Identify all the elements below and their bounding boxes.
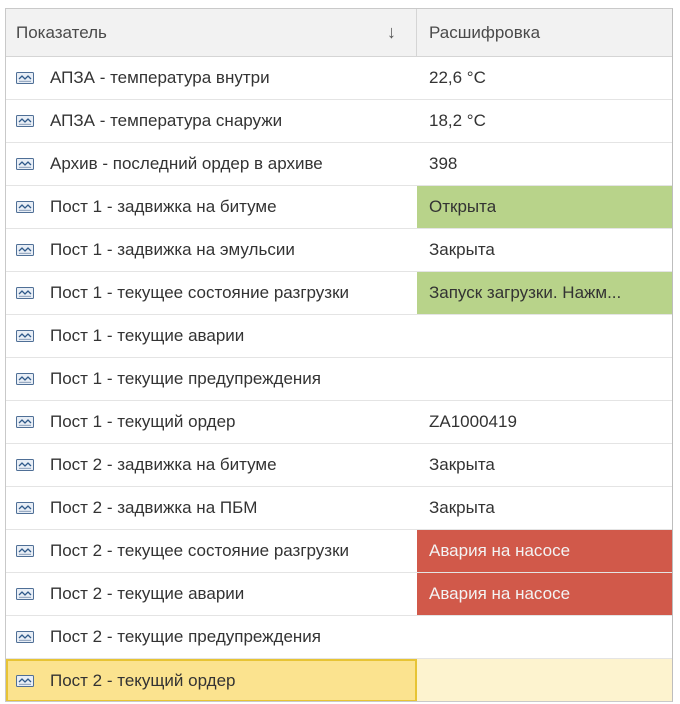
indicator-name: Пост 1 - текущие предупреждения bbox=[50, 369, 322, 388]
indicator-name: Пост 1 - текущее состояние разгрузки bbox=[50, 283, 350, 302]
sort-arrow-icon[interactable]: ↓ bbox=[387, 22, 396, 42]
indicator-cell[interactable] bbox=[6, 487, 417, 529]
column-header-description[interactable] bbox=[417, 9, 672, 56]
description-cell[interactable] bbox=[417, 444, 672, 486]
indicator-cell[interactable] bbox=[6, 186, 417, 228]
indicator-name: Пост 1 - задвижка на эмульсии bbox=[50, 240, 295, 259]
table-header bbox=[6, 9, 672, 57]
table-row[interactable] bbox=[6, 530, 672, 573]
indicator-cell[interactable] bbox=[6, 401, 417, 443]
column-header-indicator-label: Показатель bbox=[16, 22, 107, 42]
description-cell[interactable] bbox=[417, 616, 672, 658]
sensor-icon bbox=[16, 588, 34, 600]
sensor-icon bbox=[16, 545, 34, 557]
sensor-icon bbox=[16, 459, 34, 471]
sensor-icon bbox=[16, 244, 34, 256]
indicator-value: Закрыта bbox=[429, 455, 495, 474]
indicator-value: ZA1000419 bbox=[429, 412, 517, 431]
table-row[interactable] bbox=[6, 100, 672, 143]
indicator-name: Пост 2 - текущие аварии bbox=[50, 584, 245, 603]
indicator-cell[interactable] bbox=[6, 272, 417, 314]
description-cell[interactable] bbox=[417, 57, 672, 99]
column-header-description-label: Расшифровка bbox=[429, 22, 541, 42]
table-row[interactable] bbox=[6, 143, 672, 186]
indicator-name: Пост 2 - задвижка на битуме bbox=[50, 455, 277, 474]
table-row[interactable] bbox=[6, 358, 672, 401]
sensor-icon bbox=[16, 115, 34, 127]
description-cell[interactable] bbox=[417, 401, 672, 443]
description-cell[interactable] bbox=[417, 272, 672, 314]
sensor-icon bbox=[16, 631, 34, 643]
description-cell[interactable] bbox=[417, 229, 672, 271]
indicator-name: Пост 2 - текущее состояние разгрузки bbox=[50, 541, 350, 560]
indicator-name: Пост 2 - текущий ордер bbox=[50, 670, 236, 690]
indicator-name: Пост 1 - текущие аварии bbox=[50, 326, 245, 345]
indicator-value: 22,6 °C bbox=[429, 68, 486, 87]
table-row[interactable] bbox=[6, 57, 672, 100]
description-cell[interactable] bbox=[417, 100, 672, 142]
sensor-icon bbox=[16, 72, 34, 84]
table-row[interactable] bbox=[6, 186, 672, 229]
indicator-cell[interactable] bbox=[6, 57, 417, 99]
indicator-cell[interactable] bbox=[6, 616, 417, 658]
indicator-value: Открыта bbox=[429, 197, 497, 216]
indicator-cell[interactable] bbox=[6, 315, 417, 357]
indicator-cell[interactable] bbox=[6, 659, 417, 702]
indicator-name: Пост 2 - текущие предупреждения bbox=[50, 627, 322, 646]
indicator-name: АПЗА - температура внутри bbox=[50, 68, 270, 87]
indicator-name: Пост 1 - текущий ордер bbox=[50, 412, 236, 431]
sensor-icon bbox=[16, 373, 34, 385]
table-row[interactable] bbox=[6, 487, 672, 530]
description-cell[interactable] bbox=[417, 573, 672, 615]
indicator-cell[interactable] bbox=[6, 530, 417, 572]
table-row[interactable] bbox=[6, 229, 672, 272]
table-row[interactable] bbox=[6, 272, 672, 315]
indicator-name: Пост 1 - задвижка на битуме bbox=[50, 197, 277, 216]
description-cell[interactable] bbox=[417, 143, 672, 185]
indicator-value: Авария на насосе bbox=[429, 584, 571, 603]
description-cell[interactable] bbox=[417, 487, 672, 529]
table-row[interactable] bbox=[6, 401, 672, 444]
indicator-cell[interactable] bbox=[6, 143, 417, 185]
indicator-value: Закрыта bbox=[429, 240, 495, 259]
sensor-icon bbox=[16, 158, 34, 170]
description-cell[interactable] bbox=[417, 358, 672, 400]
indicator-name: АПЗА - температура снаружи bbox=[50, 111, 283, 130]
indicator-name: Пост 2 - задвижка на ПБМ bbox=[50, 498, 258, 517]
indicator-cell[interactable] bbox=[6, 358, 417, 400]
table-row[interactable] bbox=[6, 616, 672, 659]
indicator-value: 398 bbox=[429, 154, 458, 173]
description-cell[interactable] bbox=[417, 315, 672, 357]
description-cell[interactable] bbox=[417, 186, 672, 228]
sensor-icon bbox=[16, 416, 34, 428]
indicator-value: Закрыта bbox=[429, 498, 495, 517]
indicator-cell[interactable] bbox=[6, 229, 417, 271]
sensor-icon bbox=[16, 502, 34, 514]
table-row[interactable] bbox=[6, 659, 672, 702]
indicator-value: Запуск загрузки. Нажм... bbox=[429, 283, 622, 302]
table-body bbox=[6, 57, 672, 702]
indicator-name: Архив - последний ордер в архиве bbox=[50, 154, 323, 173]
indicator-value: 18,2 °C bbox=[429, 111, 486, 130]
indicator-cell[interactable] bbox=[6, 100, 417, 142]
indicators-table bbox=[5, 8, 673, 702]
sensor-icon bbox=[16, 287, 34, 299]
sensor-icon bbox=[16, 330, 34, 342]
sensor-icon bbox=[16, 675, 34, 687]
table-row[interactable] bbox=[6, 315, 672, 358]
sensor-icon bbox=[16, 201, 34, 213]
column-header-indicator[interactable] bbox=[6, 9, 417, 56]
table-row[interactable] bbox=[6, 573, 672, 616]
description-cell[interactable] bbox=[417, 530, 672, 572]
indicator-cell[interactable] bbox=[6, 444, 417, 486]
table-row[interactable] bbox=[6, 444, 672, 487]
indicator-value: Авария на насосе bbox=[429, 541, 571, 560]
indicator-cell[interactable] bbox=[6, 573, 417, 615]
description-cell[interactable] bbox=[417, 659, 672, 702]
